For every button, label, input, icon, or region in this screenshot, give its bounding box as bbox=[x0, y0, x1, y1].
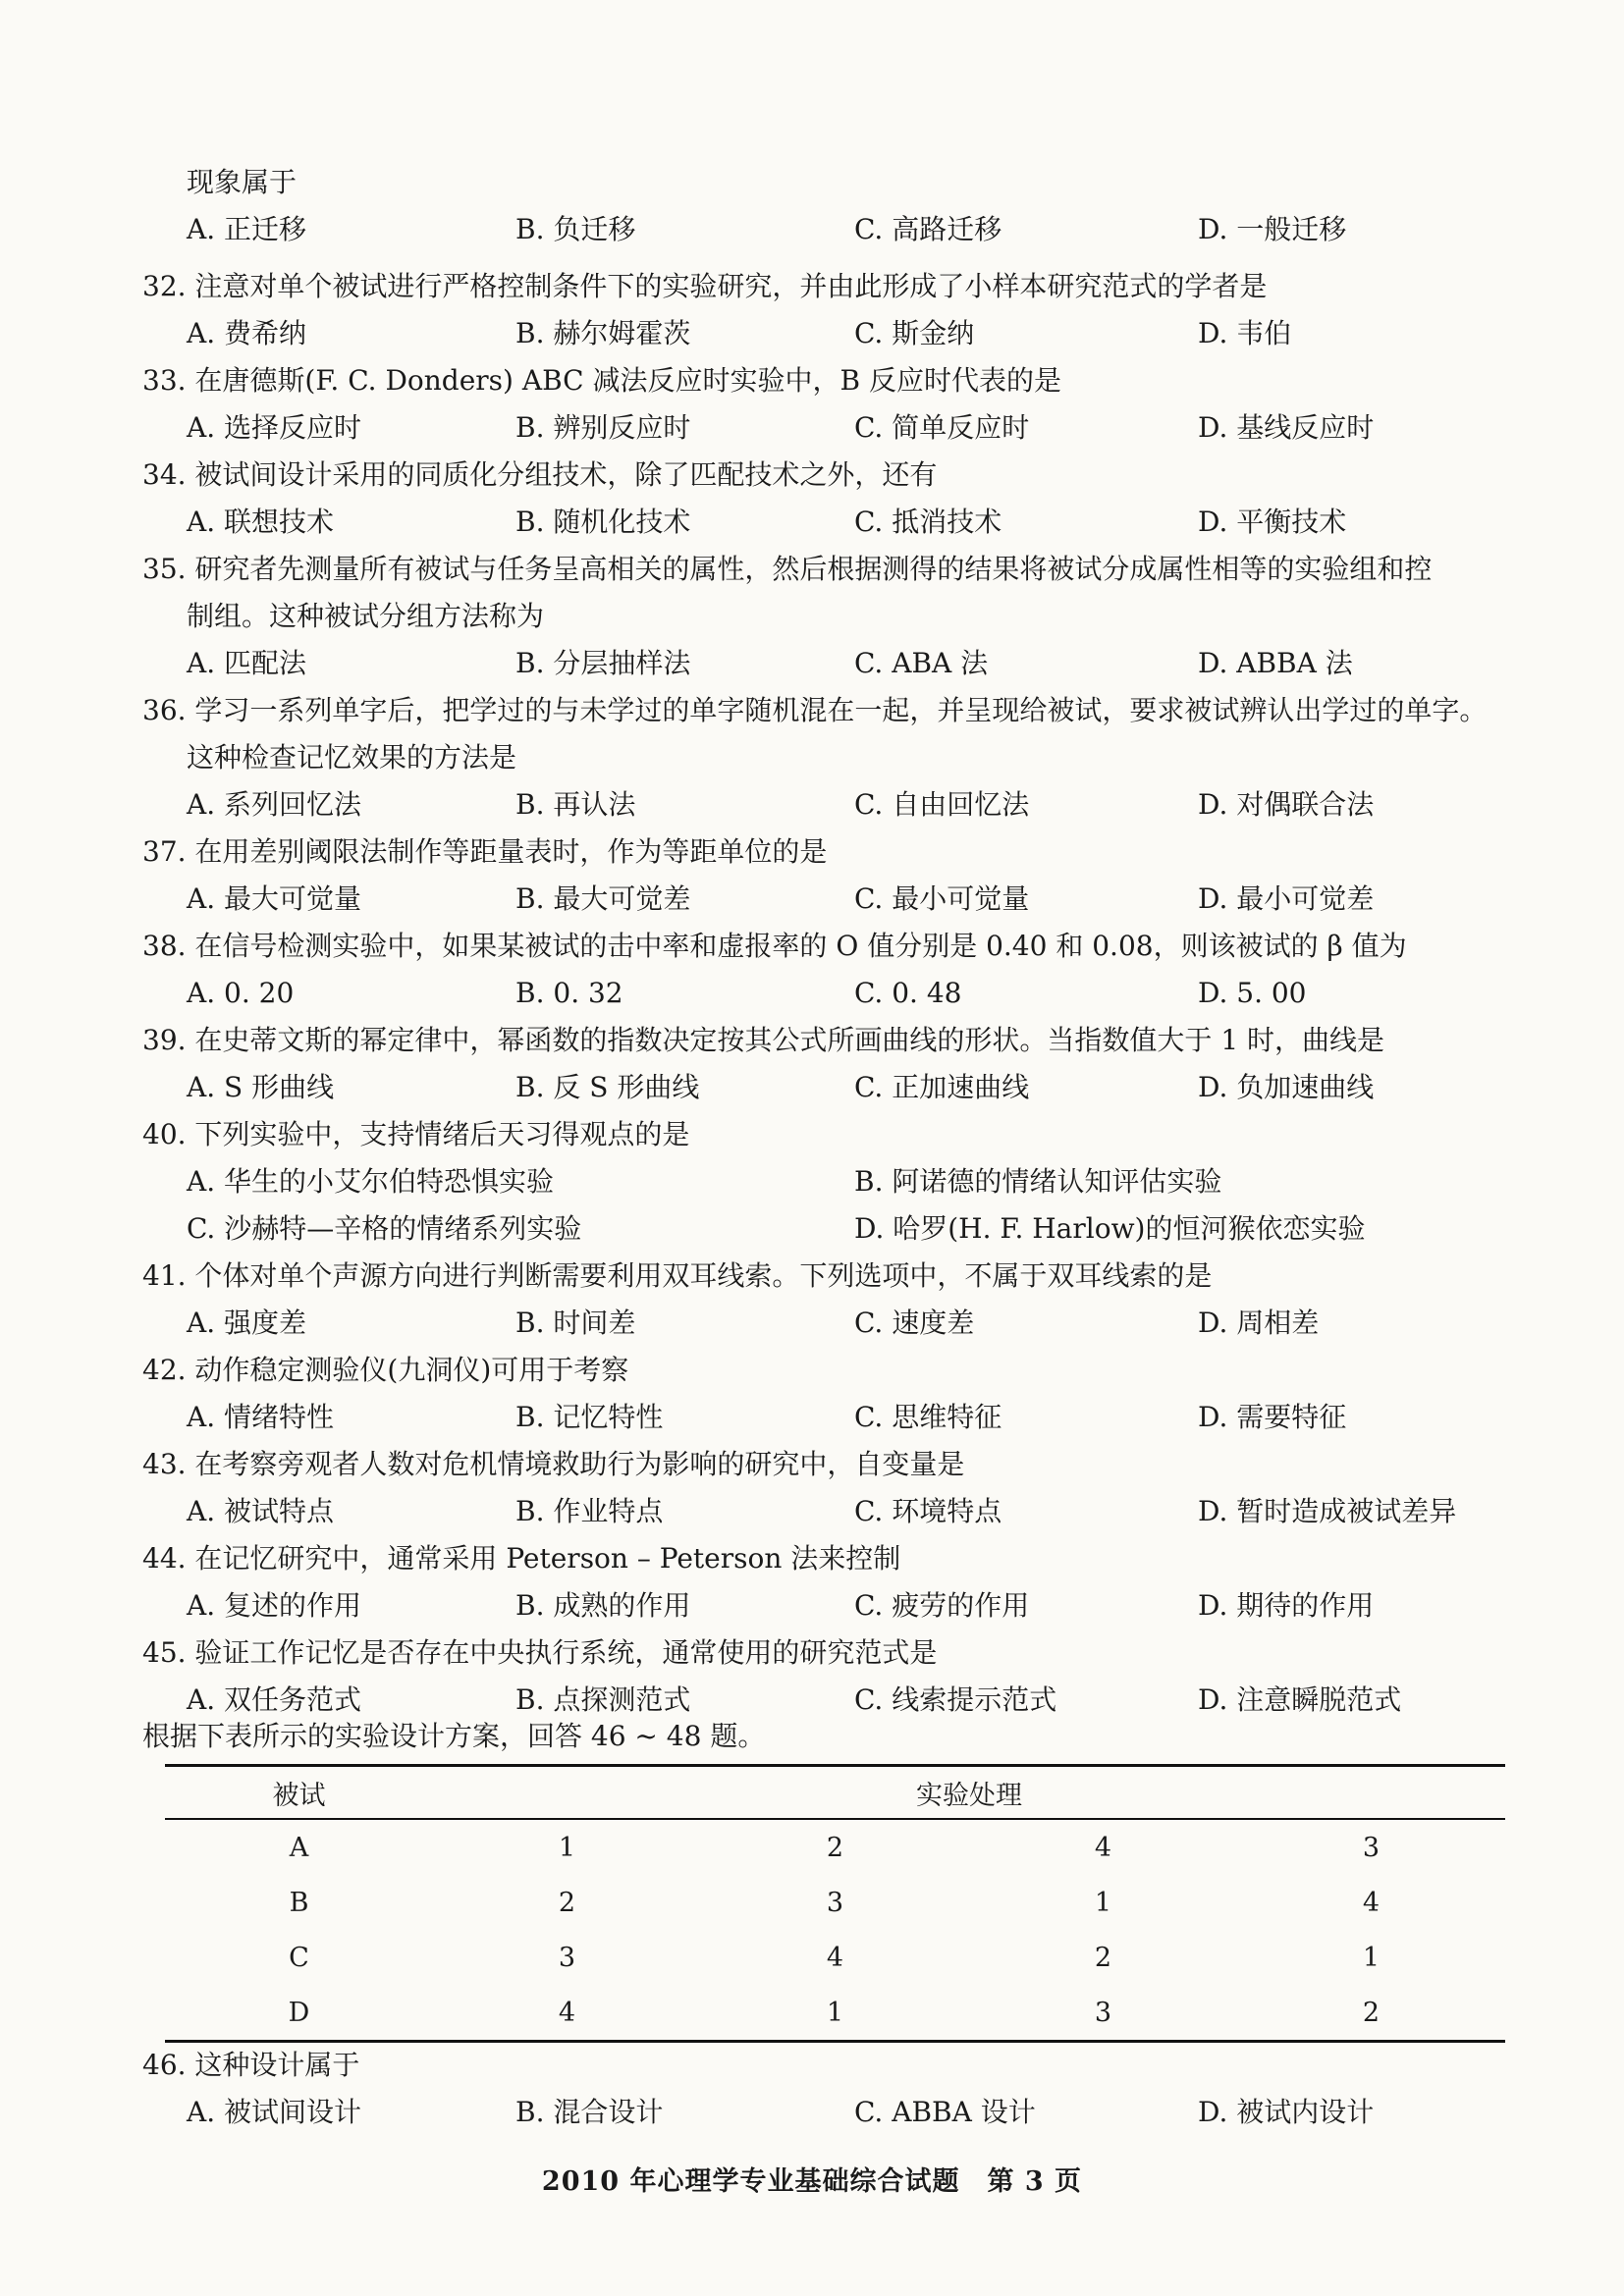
option-c: C. 高路迁移 bbox=[854, 213, 1002, 245]
table-cell: B bbox=[289, 1887, 309, 1918]
question-stem: 41. 个体对单个声源方向进行判断需要利用双耳线索。下列选项中，不属于双耳线索的是 bbox=[142, 1259, 1213, 1292]
question-stem: 45. 验证工作记忆是否存在中央执行系统，通常使用的研究范式是 bbox=[142, 1636, 938, 1669]
table-cell: 1 bbox=[1362, 1942, 1380, 1973]
option-d: D. 对偶联合法 bbox=[1198, 788, 1375, 821]
options-row bbox=[187, 876, 1542, 923]
option-d: D. 一般迁移 bbox=[1198, 213, 1347, 245]
header-subject: 被试 bbox=[165, 1766, 433, 1820]
options-row bbox=[187, 1064, 1542, 1111]
options-row bbox=[187, 781, 1542, 828]
question-stem: 39. 在史蒂文斯的幂定律中，幂函数的指数决定按其公式所画曲线的形状。当指数值大于 1 时，曲线是 bbox=[142, 1024, 1385, 1056]
table-cell: 1 bbox=[701, 1985, 969, 2042]
question-stem: 43. 在考察旁观者人数对危机情境救助行为影响的研究中，自变量是 bbox=[142, 1448, 965, 1480]
option-c: C. 疲劳的作用 bbox=[854, 1589, 1030, 1622]
option-d: D. 基线反应时 bbox=[1198, 411, 1375, 444]
option-b: B. 负迁移 bbox=[515, 213, 636, 245]
options-row bbox=[187, 1582, 1542, 1629]
option-c: C. 环境特点 bbox=[854, 1495, 1002, 1527]
option-a: A. 最大可觉量 bbox=[187, 882, 362, 915]
option-d: D. 负加速曲线 bbox=[1198, 1071, 1375, 1103]
option-c: C. 0. 48 bbox=[854, 977, 962, 1009]
options-row bbox=[187, 970, 1542, 1017]
option-a: A. 华生的小艾尔伯特恐惧实验 bbox=[187, 1165, 555, 1198]
option-a: A. 情绪特性 bbox=[187, 1401, 335, 1433]
option-a: A. 强度差 bbox=[187, 1307, 307, 1339]
options-row bbox=[187, 499, 1542, 546]
option-b: B. 反 S 形曲线 bbox=[515, 1071, 700, 1103]
option-b: B. 混合设计 bbox=[515, 2096, 664, 2128]
table-cell: 4 bbox=[1094, 1832, 1112, 1863]
question-stem: 38. 在信号检测实验中，如果某被试的击中率和虚报率的 O 值分别是 0.40 和 0.08，则该被试的 β 值为 bbox=[142, 930, 1407, 962]
option-a: A. 匹配法 bbox=[187, 647, 307, 679]
question-stem-cont: 制组。这种被试分组方法称为 bbox=[187, 600, 545, 632]
option-a: A. 被试特点 bbox=[187, 1495, 335, 1527]
option-c: C. 沙赫特—辛格的情绪系列实验 bbox=[187, 1212, 582, 1245]
option-d: D. 期待的作用 bbox=[1198, 1589, 1375, 1622]
table-cell: 3 bbox=[969, 1985, 1237, 2042]
option-b: B. 赫尔姆霍茨 bbox=[515, 317, 691, 349]
option-b: B. 分层抽样法 bbox=[515, 647, 691, 679]
option-b: B. 时间差 bbox=[515, 1307, 636, 1339]
options-row bbox=[187, 310, 1542, 357]
options-row bbox=[187, 1205, 1542, 1253]
table-cell: C bbox=[289, 1942, 309, 1973]
option-b: B. 辨别反应时 bbox=[515, 411, 691, 444]
option-c: C. ABA 法 bbox=[854, 647, 989, 679]
option-a: A. S 形曲线 bbox=[187, 1071, 335, 1103]
question-stem: 35. 研究者先测量所有被试与任务呈高相关的属性，然后根据测得的结果将被试分成属性相等的实验组和控 bbox=[142, 553, 1433, 585]
table-cell: 1 bbox=[1094, 1887, 1112, 1918]
table-row bbox=[165, 1985, 1505, 2042]
table-cell: D bbox=[165, 1985, 433, 2042]
table-row bbox=[165, 1875, 1505, 1930]
option-d: D. 需要特征 bbox=[1198, 1401, 1347, 1433]
table-cell: 3 bbox=[1362, 1832, 1380, 1863]
option-d: D. 哈罗(H. F. Harlow)的恒河猴依恋实验 bbox=[854, 1212, 1366, 1245]
option-b: B. 记忆特性 bbox=[515, 1401, 664, 1433]
option-b: B. 阿诺德的情绪认知评估实验 bbox=[854, 1165, 1222, 1198]
option-c: C. 正加速曲线 bbox=[854, 1071, 1030, 1103]
option-c: C. 速度差 bbox=[854, 1307, 975, 1339]
option-c: C. 思维特征 bbox=[854, 1401, 1002, 1433]
option-d: D. ABBA 法 bbox=[1198, 647, 1353, 679]
options-row bbox=[187, 206, 1542, 253]
question-stem: 37. 在用差别阈限法制作等距量表时，作为等距单位的是 bbox=[142, 835, 828, 868]
option-a: A. 选择反应时 bbox=[187, 411, 362, 444]
options-row bbox=[187, 404, 1542, 452]
option-a: A. 正迁移 bbox=[187, 213, 307, 245]
table-cell: 4 bbox=[1362, 1887, 1380, 1918]
design-table bbox=[165, 1764, 1505, 2043]
option-a: A. 系列回忆法 bbox=[187, 788, 362, 821]
question-stem: 46. 这种设计属于 bbox=[142, 2049, 360, 2081]
option-d: D. 5. 00 bbox=[1198, 977, 1307, 1009]
question-stem: 32. 注意对单个被试进行严格控制条件下的实验研究，并由此形成了小样本研究范式的学者是 bbox=[142, 270, 1268, 302]
question-stem-cont: 这种检查记忆效果的方法是 bbox=[187, 741, 517, 774]
table-cell: 3 bbox=[558, 1942, 576, 1973]
option-c: C. 线索提示范式 bbox=[854, 1683, 1057, 1716]
table-cell: 4 bbox=[826, 1942, 844, 1973]
option-b: B. 最大可觉差 bbox=[515, 882, 691, 915]
option-a: A. 复述的作用 bbox=[187, 1589, 362, 1622]
table-row bbox=[165, 1819, 1505, 1875]
table-cell: 1 bbox=[558, 1832, 576, 1863]
option-d: D. 平衡技术 bbox=[1198, 506, 1347, 538]
table-intro: 根据下表所示的实验设计方案，回答 46 ~ 48 题。 bbox=[142, 1720, 766, 1752]
question-stem: 33. 在唐德斯(F. C. Donders) ABC 减法反应时实验中，B 反应时代表的是 bbox=[142, 364, 1061, 397]
option-d: D. 暂时造成被试差异 bbox=[1198, 1495, 1457, 1527]
table-row bbox=[165, 1930, 1505, 1985]
option-b: B. 点探测范式 bbox=[515, 1683, 691, 1716]
option-a: A. 被试间设计 bbox=[187, 2096, 362, 2128]
option-c: C. 最小可觉量 bbox=[854, 882, 1030, 915]
option-a: A. 双任务范式 bbox=[187, 1683, 362, 1716]
question-stem: 40. 下列实验中，支持情绪后天习得观点的是 bbox=[142, 1118, 690, 1150]
option-d: D. 被试内设计 bbox=[1198, 2096, 1375, 2128]
option-b: B. 0. 32 bbox=[515, 977, 623, 1009]
question-stem: 现象属于 bbox=[187, 166, 298, 198]
option-b: B. 成熟的作用 bbox=[515, 1589, 691, 1622]
question-stem: 36. 学习一系列单字后，把学过的与未学过的单字随机混在一起，并呈现给被试，要求被试辨认出学过的单字。 bbox=[142, 694, 1488, 726]
question-stem: 42. 动作稳定测验仪(九洞仪)可用于考察 bbox=[142, 1354, 629, 1386]
table-cell: A bbox=[289, 1832, 309, 1863]
option-d: D. 周相差 bbox=[1198, 1307, 1320, 1339]
option-b: B. 作业特点 bbox=[515, 1495, 664, 1527]
table-cell: 3 bbox=[826, 1887, 844, 1918]
table-cell: 2 bbox=[558, 1887, 576, 1918]
header-treatment: 实验处理 bbox=[433, 1766, 1505, 1820]
options-row bbox=[187, 2089, 1542, 2136]
page-footer: 2010 年心理学专业基础综合试题 第 3 页 bbox=[541, 2166, 1083, 2197]
question-stem: 34. 被试间设计采用的同质化分组技术，除了匹配技术之外，还有 bbox=[142, 458, 938, 491]
table-cell: 2 bbox=[1094, 1942, 1112, 1973]
option-c: C. 自由回忆法 bbox=[854, 788, 1030, 821]
table-cell: 4 bbox=[433, 1985, 701, 2042]
options-row bbox=[187, 640, 1542, 687]
option-a: A. 0. 20 bbox=[187, 977, 295, 1009]
options-row bbox=[187, 1488, 1542, 1535]
option-a: A. 联想技术 bbox=[187, 506, 335, 538]
option-c: C. 抵消技术 bbox=[854, 506, 1002, 538]
option-c: C. 简单反应时 bbox=[854, 411, 1030, 444]
option-d: D. 最小可觉差 bbox=[1198, 882, 1375, 915]
option-d: D. 注意瞬脱范式 bbox=[1198, 1683, 1402, 1716]
option-c: C. 斯金纳 bbox=[854, 317, 975, 349]
table-cell: 2 bbox=[1237, 1985, 1505, 2042]
table-cell: 2 bbox=[826, 1832, 844, 1863]
option-b: B. 再认法 bbox=[515, 788, 636, 821]
option-d: D. 韦伯 bbox=[1198, 317, 1292, 349]
options-row bbox=[187, 1394, 1542, 1441]
options-row bbox=[187, 1158, 1542, 1205]
question-stem: 44. 在记忆研究中，通常采用 Peterson – Peterson 法来控制 bbox=[142, 1542, 901, 1575]
options-row bbox=[187, 1300, 1542, 1347]
option-c: C. ABBA 设计 bbox=[854, 2096, 1036, 2128]
option-a: A. 费希纳 bbox=[187, 317, 307, 349]
table-header-row bbox=[165, 1766, 1505, 1820]
option-b: B. 随机化技术 bbox=[515, 506, 691, 538]
